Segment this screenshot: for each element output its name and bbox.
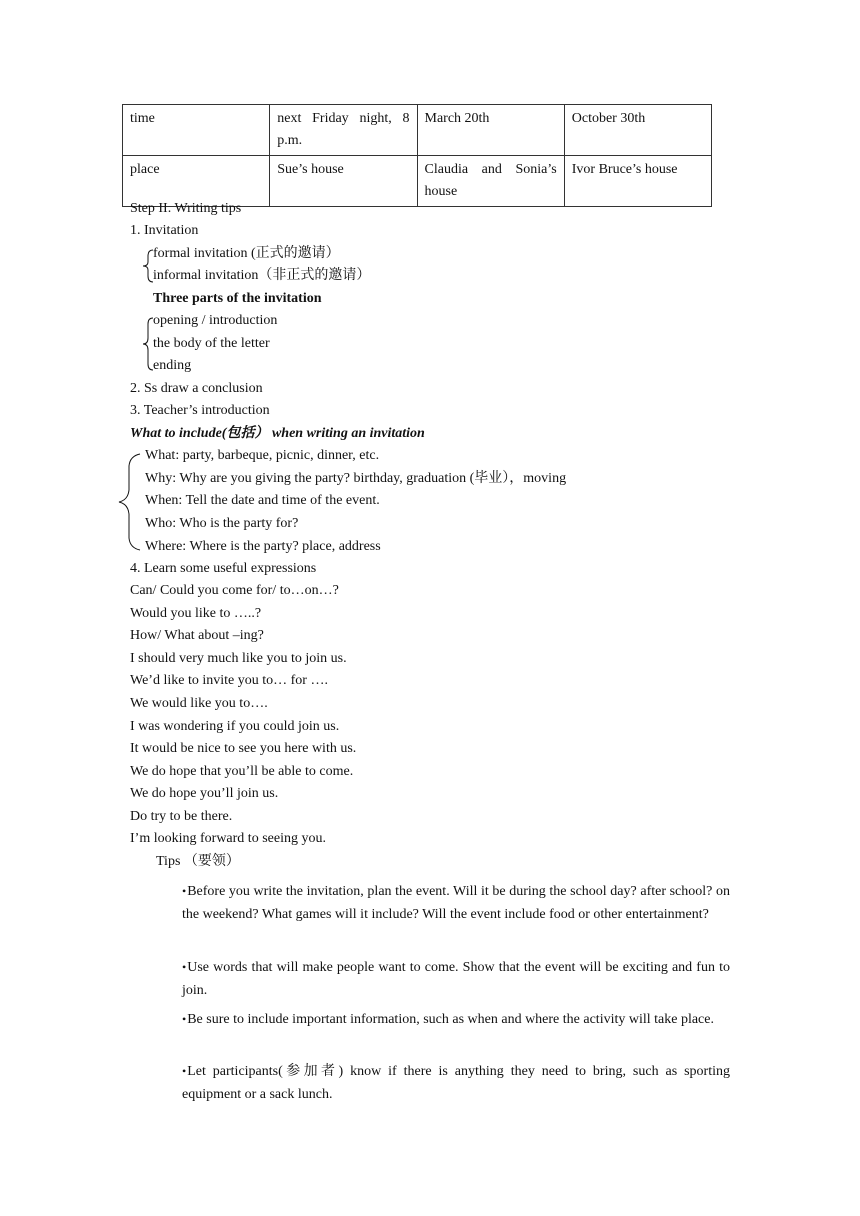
bullet-icon: • [182, 884, 187, 898]
table-cell: March 20th [417, 105, 564, 156]
brace-icon [140, 314, 154, 374]
expression-item: Can/ Could you come for/ to…on…? [130, 583, 339, 598]
table-cell: October 30th [564, 105, 711, 156]
tip-text: Before you write the invitation, plan the event. Will it be during the school day? after school? on the weekend? What games will it include? Will the event include food or other entertainment? [182, 884, 730, 922]
conclusion-heading: 2. Ss draw a conclusion [130, 381, 263, 396]
tip-text: Be sure to include important information, such as when and where the activity will take place. [187, 1012, 714, 1027]
expression-item: We’d like to invite you to… for …. [130, 673, 328, 688]
teacher-intro-heading: 3. Teacher’s introduction [130, 403, 270, 418]
table-cell: Ivor Bruce’s house [564, 156, 711, 207]
expression-item: How/ What about –ing? [130, 628, 264, 643]
tip-item [182, 956, 730, 1002]
expression-item: It would be nice to see you here with us. [130, 741, 357, 756]
table-cell: place [123, 156, 270, 207]
invitation-type-informal: informal invitation（非正式的邀请） [153, 268, 371, 283]
table-cell: Claudia and Sonia’s house [417, 156, 564, 207]
include-item-what: What: party, barbeque, picnic, dinner, etc. [145, 448, 380, 463]
bullet-icon: • [182, 960, 187, 974]
expression-item: I’m looking forward to seeing you. [130, 831, 326, 846]
include-item-why: Why: Why are you giving the party? birthday, graduation (毕业），moving [145, 471, 567, 486]
include-item-where: Where: Where is the party? place, address [145, 539, 381, 554]
table-row [123, 105, 712, 156]
expression-item: We do hope that you’ll be able to come. [130, 764, 354, 779]
tip-text: Use words that will make people want to come. Show that the event will be exciting and fun to join. [182, 960, 730, 998]
tip-text: Let participants(参加者) know if there is anything they need to bring, such as sporting equipment or a sack lunch. [182, 1064, 730, 1102]
brace-icon [140, 246, 154, 286]
tip-item [182, 880, 730, 926]
tips-heading: Tips （要领） [156, 854, 240, 869]
brace-icon [116, 450, 142, 554]
step-heading: Step II. Writing tips [130, 201, 242, 216]
part-ending: ending [153, 358, 192, 373]
bullet-icon: • [182, 1064, 187, 1078]
table-cell: Sue’s house [270, 156, 417, 207]
include-heading: What to include(包括） when writing an invitation [130, 426, 425, 441]
expression-item: We would like you to…. [130, 696, 268, 711]
expression-item: I should very much like you to join us. [130, 651, 347, 666]
expression-item: Do try to be there. [130, 809, 233, 824]
expression-item: Would you like to …..? [130, 606, 262, 621]
expression-item: We do hope you’ll join us. [130, 786, 279, 801]
tip-item [182, 1008, 730, 1032]
parts-heading: Three parts of the invitation [153, 291, 322, 306]
part-opening: opening / introduction [153, 313, 278, 328]
part-body: the body of the letter [153, 336, 270, 351]
event-info-table [122, 104, 712, 207]
invitation-heading: 1. Invitation [130, 223, 199, 238]
include-item-who: Who: Who is the party for? [145, 516, 299, 531]
expressions-heading: 4. Learn some useful expressions [130, 561, 317, 576]
invitation-type-formal: formal invitation (正式的邀请） [153, 246, 340, 261]
tip-item [182, 1060, 730, 1106]
bullet-icon: • [182, 1012, 187, 1026]
include-item-when: When: Tell the date and time of the event. [145, 493, 380, 508]
table-cell: next Friday night, 8 p.m. [270, 105, 417, 156]
expression-item: I was wondering if you could join us. [130, 719, 340, 734]
table-cell: time [123, 105, 270, 156]
